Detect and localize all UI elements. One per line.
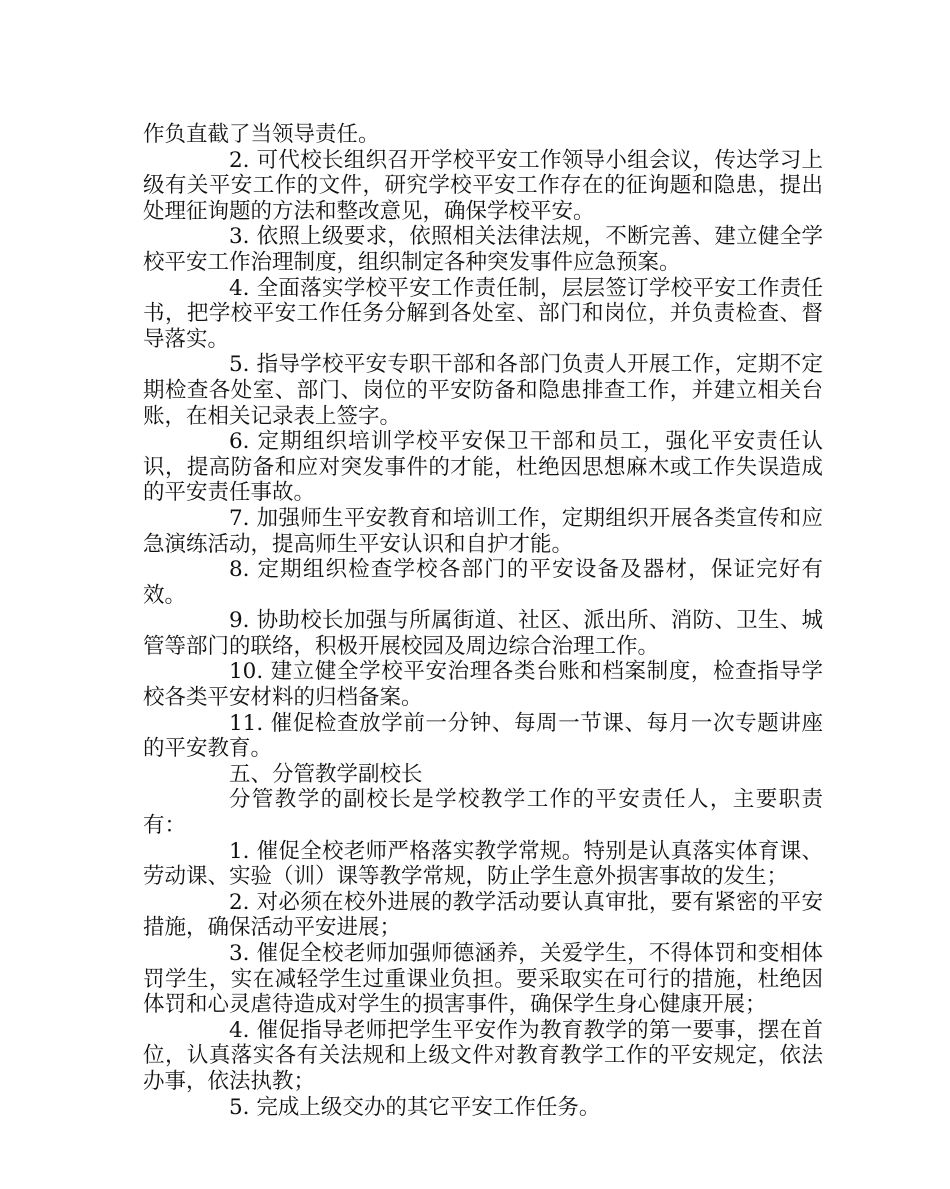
paragraph-item-5: 5. 指导学校平安专职干部和各部门负责人开展工作，定期不定期检查各处室、部门、岗位的平安防备和隐患排查工作，并建立相关台账，在相关记录表上签字。 [143,352,823,429]
paragraph-item-2: 2. 可代校长组织召开学校平安工作领导小组会议，传达学习上级有关平安工作的文件，研究学校平安工作存在的征询题和隐患，提出处理征询题的方法和整改意见，确保学校平安。 [143,147,823,224]
paragraph-item-10: 10. 建立健全学校平安治理各类台账和档案制度，检查指导学校各类平安材料的归档备案。 [143,659,823,711]
paragraph-item-9: 9. 协助校长加强与所属街道、社区、派出所、消防、卫生、城管等部门的联络，积极开展校园及周边综合治理工作。 [143,608,823,659]
paragraph-item-7: 7. 加强师生平安教育和培训工作，定期组织开展各类宣传和应急演练活动，提高师生平安认识和自护才能。 [143,505,823,557]
duty-item-3: 3. 催促全校老师加强师德涵养，关爱学生，不得体罚和变相体罚学生，实在减轻学生过重课业负担。要采取实在可行的措施，杜绝因体罚和心灵虐待造成对学生的损害事件，确保学生身心健康开展； [143,941,823,1018]
paragraph-item-8: 8. 定期组织检查学校各部门的平安设备及器材，保证完好有效。 [143,557,823,608]
duty-item-5: 5. 完成上级交办的其它平安工作任务。 [229,1094,601,1120]
duty-item-4: 4. 催促指导老师把学生平安作为教育教学的第一要事，摆在首位，认真落实各有关法规和上级文件对教育教学工作的平安规定，依法办事，依法执教； [143,1017,823,1094]
section-intro: 分管教学的副校长是学校教学工作的平安责任人，主要职责有： [143,787,823,839]
paragraph-item-11: 11. 催促检查放学前一分钟、每周一节课、每月一次专题讲座的平安教育。 [143,710,823,762]
paragraph-item-3: 3. 依照上级要求，依照相关法律法规，不断完善、建立健全学校平安工作治理制度，组织制定各种突发事件应急预案。 [143,224,823,275]
duty-item-2: 2. 对必须在校外进展的教学活动要认真审批，要有紧密的平安措施，确保活动平安进展； [143,889,823,941]
body-text [143,122,823,1120]
paragraph-item-4: 4. 全面落实学校平安工作责任制，层层签订学校平安工作责任书，把学校平安工作任务分解到各处室、部门和岗位，并负责检查、督导落实。 [143,275,823,352]
paragraph-item-6: 6. 定期组织培训学校平安保卫干部和员工，强化平安责任认识，提高防备和应对突发事件的才能，杜绝因思想麻木或工作失误造成的平安责任事故。 [143,429,823,506]
duty-item-1: 1. 催促全校老师严格落实教学常规。特别是认真落实体育课、劳动课、实验（训）课等教学常规，防止学生意外损害事故的发生； [143,838,823,890]
paragraph-continuation: 作负直截了当领导责任。 [143,122,380,147]
section-heading: 五、分管教学副校长 [229,761,423,787]
